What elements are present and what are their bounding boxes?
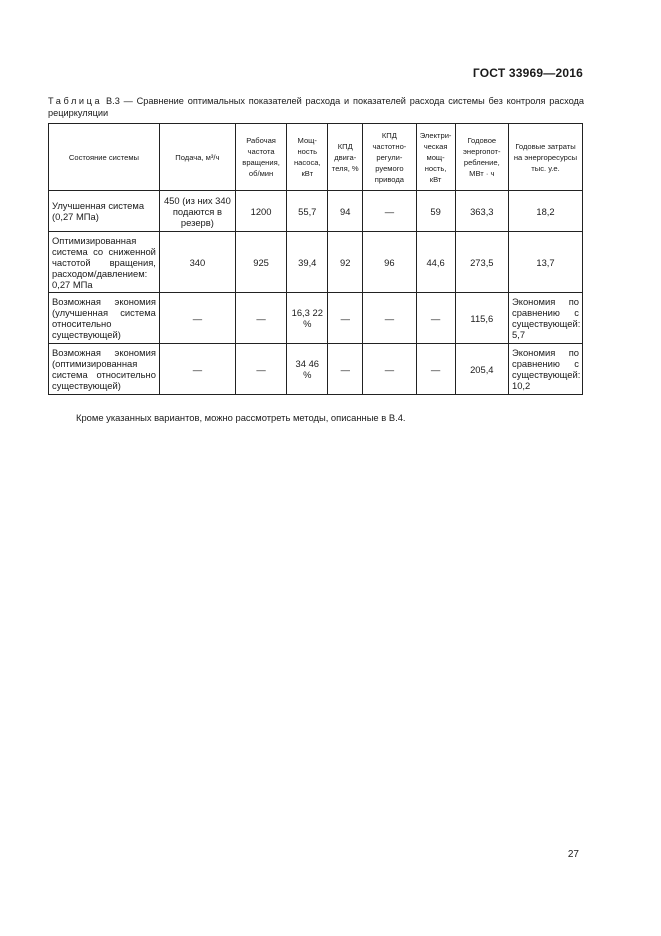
table-cell: Экономия по сравнению с существующей: 5,7 (509, 293, 583, 344)
table-cell: Улучшенная система (0,27 МПа) (49, 191, 160, 232)
table-cell: — (328, 344, 363, 395)
table-row (49, 344, 583, 395)
table-cell: — (363, 293, 416, 344)
table-cell: — (416, 344, 455, 395)
table-cell: 925 (235, 232, 286, 293)
header-cell: Годовое энергопот-ребление, МВт · ч (455, 124, 508, 191)
table-cell: 13,7 (509, 232, 583, 293)
table-cell: — (328, 293, 363, 344)
header-cell: Подача, м³/ч (159, 124, 235, 191)
table-cell: — (363, 191, 416, 232)
header-cell: Рабочая частота вращения, об/мин (235, 124, 286, 191)
table-cell: — (159, 344, 235, 395)
header-cell: Электри-ческая мощ-ность, кВт (416, 124, 455, 191)
table-cell: 39,4 (287, 232, 328, 293)
table-row (49, 191, 583, 232)
table-cell: 115,6 (455, 293, 508, 344)
page-number: 27 (567, 849, 579, 860)
table-cell: — (159, 293, 235, 344)
table-cell: — (363, 344, 416, 395)
table-cell: 1200 (235, 191, 286, 232)
table-cell: Экономия по сравнению с существующей: 10,2 (509, 344, 583, 395)
header-cell: КПД частотно-регули-руемого привода (363, 124, 416, 191)
table-cell: Возможная экономия (улучшенная система относительно существующей) (49, 293, 160, 344)
table-cell: Возможная экономия (оптимизированная система относительно существующей) (49, 344, 160, 395)
table-cell: — (416, 293, 455, 344)
table-header-row (49, 124, 583, 191)
table-caption-label: Таблица (48, 96, 103, 106)
table-cell: 59 (416, 191, 455, 232)
table-caption-text: В.3 — Сравнение оптимальных показателей расхода и показателей расхода системы без контроля расхода рециркуляции (48, 96, 584, 118)
header-cell: Мощ-ность насоса, кВт (287, 124, 328, 191)
table-cell: — (235, 293, 286, 344)
header-cell: Состояние системы (49, 124, 160, 191)
header-cell: Годовые затраты на энергоресурсы тыс. у.е. (509, 124, 583, 191)
header-cell: КПД двига-теля, % (328, 124, 363, 191)
table-cell: 340 (159, 232, 235, 293)
table-cell: Оптимизированная система со сниженной частотой вращения, расходом/давлением: 0,27 МПа (49, 232, 160, 293)
table-row (49, 232, 583, 293)
table-cell: 96 (363, 232, 416, 293)
table-caption (48, 95, 584, 119)
table-cell: 18,2 (509, 191, 583, 232)
table-cell: 34 46 % (287, 344, 328, 395)
table-cell: 55,7 (287, 191, 328, 232)
table-cell: 450 (из них 340 подаются в резерв) (159, 191, 235, 232)
table-cell: 16,3 22 % (287, 293, 328, 344)
table-cell: 92 (328, 232, 363, 293)
table-cell: 44,6 (416, 232, 455, 293)
table-cell: 273,5 (455, 232, 508, 293)
table-cell: 94 (328, 191, 363, 232)
document-code: ГОСТ 33969—2016 (472, 66, 583, 80)
footnote-text: Кроме указанных вариантов, можно рассмотреть методы, описанные в В.4. (76, 412, 406, 423)
table-cell: 363,3 (455, 191, 508, 232)
comparison-table (48, 123, 583, 395)
table-cell: 205,4 (455, 344, 508, 395)
table-row (49, 293, 583, 344)
table-cell: — (235, 344, 286, 395)
